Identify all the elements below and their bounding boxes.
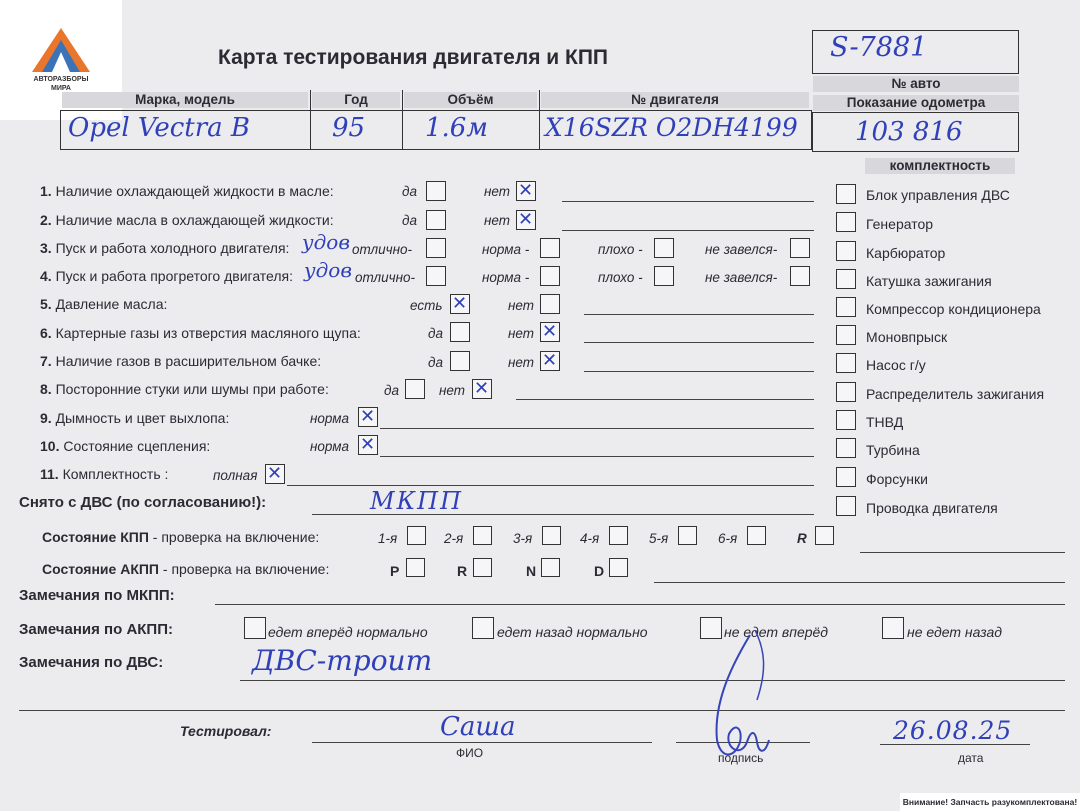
remarks-extra-line [19, 710, 1065, 711]
option-label: не завелся- [705, 270, 778, 285]
kit-checkbox[interactable] [836, 382, 856, 402]
divider [402, 90, 403, 150]
handwritten-note: удов [302, 230, 350, 254]
no-label: нет [484, 184, 511, 199]
check-item-1: 1. Наличие охлаждающей жидкости в масле: [40, 183, 334, 199]
comment-line [584, 342, 814, 343]
akpp-no-back-label: не едет назад [907, 624, 1002, 640]
comment-line [584, 314, 814, 315]
yes-checkbox[interactable] [450, 351, 470, 371]
col-engine-label: № двигателя [541, 92, 809, 108]
check-mark-icon: ✕ [518, 209, 534, 230]
kit-item: Компрессор кондиционера [866, 301, 1041, 317]
option-checkbox[interactable] [654, 266, 674, 286]
option-label: плохо - [598, 242, 643, 257]
comment-line [380, 456, 814, 457]
akpp-label: Состояние АКПП - проверка на включение: [42, 561, 330, 577]
engine-number-value: X16SZR O2DH4199 [545, 113, 798, 142]
akpp-no-forward-label: не едет вперёд [724, 624, 829, 640]
gear-label: 4-я [580, 531, 600, 546]
divider [310, 90, 311, 150]
check-item-6: 6. Картерные газы из отверстия масляного щупа: [40, 325, 361, 341]
sign-label: подпись [718, 751, 764, 765]
col-model-label: Марка, модель [62, 92, 308, 108]
date-line [880, 744, 1030, 745]
signature [695, 630, 785, 780]
removed-label: Снято с ДВС (по согласованию!): [19, 494, 267, 511]
kit-item: Катушка зажигания [866, 273, 992, 289]
option-checkbox[interactable] [426, 238, 446, 258]
check-mark-icon: ✕ [542, 321, 558, 342]
check-item-9: 9. Дымность и цвет выхлопа: [40, 410, 230, 426]
test-date: 26.08.25 [893, 716, 1013, 745]
mode-checkbox[interactable] [609, 558, 628, 577]
fio-line [312, 742, 652, 743]
check-item-7: 7. Наличие газов в расширительном бачке: [40, 353, 322, 369]
akpp-line [654, 582, 1065, 583]
gear-label: 2-я [444, 531, 464, 546]
option-checkbox[interactable] [654, 238, 674, 258]
option-label: норма - [482, 270, 530, 285]
comment-line [287, 485, 814, 486]
option-label: норма - [482, 242, 530, 257]
gear-checkbox[interactable] [407, 526, 426, 545]
kit-checkbox[interactable] [836, 325, 856, 345]
yes-checkbox[interactable] [426, 210, 446, 230]
remarks-dvs-label: Замечания по ДВС: [19, 654, 164, 671]
gear-label: R [797, 531, 807, 546]
check-mark-icon: ✕ [452, 293, 468, 314]
full-label: полная [213, 468, 258, 483]
col-volume-label: Объём [404, 92, 537, 108]
yes-label: да [402, 184, 417, 199]
check-item-5: 5. Давление масла: [40, 296, 168, 312]
option-label: плохо - [598, 270, 643, 285]
mode-label: D [594, 563, 605, 579]
kit-checkbox[interactable] [836, 241, 856, 261]
option-label: не завелся- [705, 242, 778, 257]
kit-item: Моновпрыск [866, 329, 948, 345]
check-item-10: 10. Состояние сцепления: [40, 438, 211, 454]
remarks-akpp-label: Замечания по АКПП: [19, 621, 173, 638]
option-checkbox[interactable] [540, 266, 560, 286]
kit-item: ТНВД [866, 414, 904, 430]
kit-item: Проводка двигателя [866, 500, 998, 516]
remarks-dvs-line [240, 680, 1065, 681]
kit-item: Распределитель зажигания [866, 386, 1045, 402]
kit-checkbox[interactable] [836, 353, 856, 373]
gear-checkbox[interactable] [473, 526, 492, 545]
date-label: дата [958, 751, 984, 765]
kit-item: Турбина [866, 442, 920, 458]
check-item-2: 2. Наличие масла в охлаждающей жидкости: [40, 212, 334, 228]
yes-label: да [428, 326, 443, 341]
kit-checkbox[interactable] [836, 269, 856, 289]
kit-item: Блок управления ДВС [866, 187, 1010, 203]
gear-label: 5-я [649, 531, 669, 546]
tester-name: Саша [440, 712, 516, 742]
logo-icon [30, 26, 92, 74]
akpp-back-ok-checkbox[interactable] [472, 617, 494, 639]
mode-checkbox[interactable] [541, 558, 560, 577]
mode-checkbox[interactable] [406, 558, 425, 577]
gear-checkbox[interactable] [678, 526, 697, 545]
gear-label: 6-я [718, 531, 738, 546]
yes-label: да [384, 383, 399, 398]
no-label: нет [484, 213, 511, 228]
check-mark-icon: ✕ [267, 463, 283, 484]
remarks-mkpp-label: Замечания по МКПП: [19, 587, 175, 604]
comment-line [584, 371, 814, 372]
kpp-line [860, 552, 1065, 553]
option-checkbox[interactable] [790, 266, 810, 286]
yes-label: есть [410, 298, 443, 313]
akpp-back-ok-label: едет назад нормально [497, 624, 648, 640]
gear-label: 3-я [513, 531, 533, 546]
yes-checkbox[interactable] [450, 322, 470, 342]
kit-title: комплектность [865, 158, 1015, 174]
option-label: отлично- [355, 270, 415, 285]
check-mark-icon: ✕ [360, 434, 376, 455]
akpp-forward-ok-checkbox[interactable] [244, 617, 266, 639]
no-label: нет [508, 298, 535, 313]
volume-value: 1.6м [425, 113, 488, 143]
mode-checkbox[interactable] [473, 558, 492, 577]
option-checkbox[interactable] [790, 238, 810, 258]
gear-checkbox[interactable] [747, 526, 766, 545]
option-label: отлично- [352, 242, 412, 257]
norm-label: норма [310, 411, 350, 426]
no-label: нет [439, 383, 466, 398]
comment-line [516, 399, 814, 400]
check-item-4: 4. Пуск и работа прогретого двигателя: [40, 268, 294, 284]
logo-line2: МИРА [51, 85, 71, 92]
norm-label: норма [310, 439, 350, 454]
no-checkbox[interactable] [540, 294, 560, 314]
kit-checkbox[interactable] [836, 467, 856, 487]
page-title: Карта тестирования двигателя и КПП [218, 46, 609, 69]
remarks-dvs-value: ДВС-троит [252, 644, 433, 677]
remarks-mkpp-line [215, 604, 1065, 605]
removed-line [312, 514, 814, 515]
kpp-label: Состояние КПП - проверка на включение: [42, 529, 320, 545]
divider [539, 90, 540, 150]
kit-item: Карбюратор [866, 245, 946, 261]
car-number-label: № авто [813, 76, 1019, 92]
mode-label: P [390, 563, 400, 579]
yes-checkbox[interactable] [426, 181, 446, 201]
yes-checkbox[interactable] [405, 379, 425, 399]
kit-checkbox[interactable] [836, 496, 856, 516]
check-mark-icon: ✕ [360, 406, 376, 427]
akpp-no-back-checkbox[interactable] [882, 617, 904, 639]
comment-line [562, 201, 814, 202]
kit-checkbox[interactable] [836, 184, 856, 204]
no-label: нет [508, 355, 535, 370]
model-value: Opel Vectra B [68, 113, 251, 143]
no-label: нет [508, 326, 535, 341]
check-mark-icon: ✕ [474, 378, 490, 399]
odometer-value: 103 816 [855, 117, 963, 147]
gear-checkbox[interactable] [542, 526, 561, 545]
warning-banner: Внимание! Запчасть разукомплектована! [900, 793, 1080, 811]
kit-item: Генератор [866, 216, 934, 232]
yes-label: да [428, 355, 443, 370]
col-year-label: Год [312, 92, 400, 108]
option-checkbox[interactable] [540, 238, 560, 258]
mode-label: N [526, 563, 537, 579]
kit-item: Форсунки [866, 471, 928, 487]
car-number-value: S-7881 [830, 32, 928, 63]
gear-checkbox[interactable] [609, 526, 628, 545]
akpp-forward-ok-label: едет вперёд нормально [268, 624, 428, 640]
yes-label: да [402, 213, 417, 228]
kit-item: Насос г/у [866, 357, 926, 373]
comment-line [380, 428, 814, 429]
handwritten-note: удов [304, 258, 352, 282]
kit-checkbox[interactable] [836, 212, 856, 232]
mode-label: R [457, 563, 468, 579]
fio-label: ФИО [456, 746, 484, 760]
check-item-8: 8. Посторонние стуки или шумы при работе: [40, 381, 329, 397]
check-mark-icon: ✕ [518, 180, 534, 201]
tested-by-label: Тестировал: [180, 723, 272, 739]
year-value: 95 [332, 113, 366, 143]
odometer-label: Показание одометра [813, 95, 1019, 111]
check-mark-icon: ✕ [542, 350, 558, 371]
gear-label: 1-я [378, 531, 398, 546]
kit-checkbox[interactable] [836, 438, 856, 458]
comment-line [562, 230, 814, 231]
kit-checkbox[interactable] [836, 410, 856, 430]
gear-checkbox[interactable] [815, 526, 834, 545]
kit-checkbox[interactable] [836, 297, 856, 317]
check-item-11: 11. Комплектность : [40, 466, 169, 482]
check-item-3: 3. Пуск и работа холодного двигателя: [40, 240, 290, 256]
option-checkbox[interactable] [426, 266, 446, 286]
removed-value: МКПП [370, 487, 464, 515]
logo-line1: АВТОРАЗБОРЫ [33, 76, 89, 83]
